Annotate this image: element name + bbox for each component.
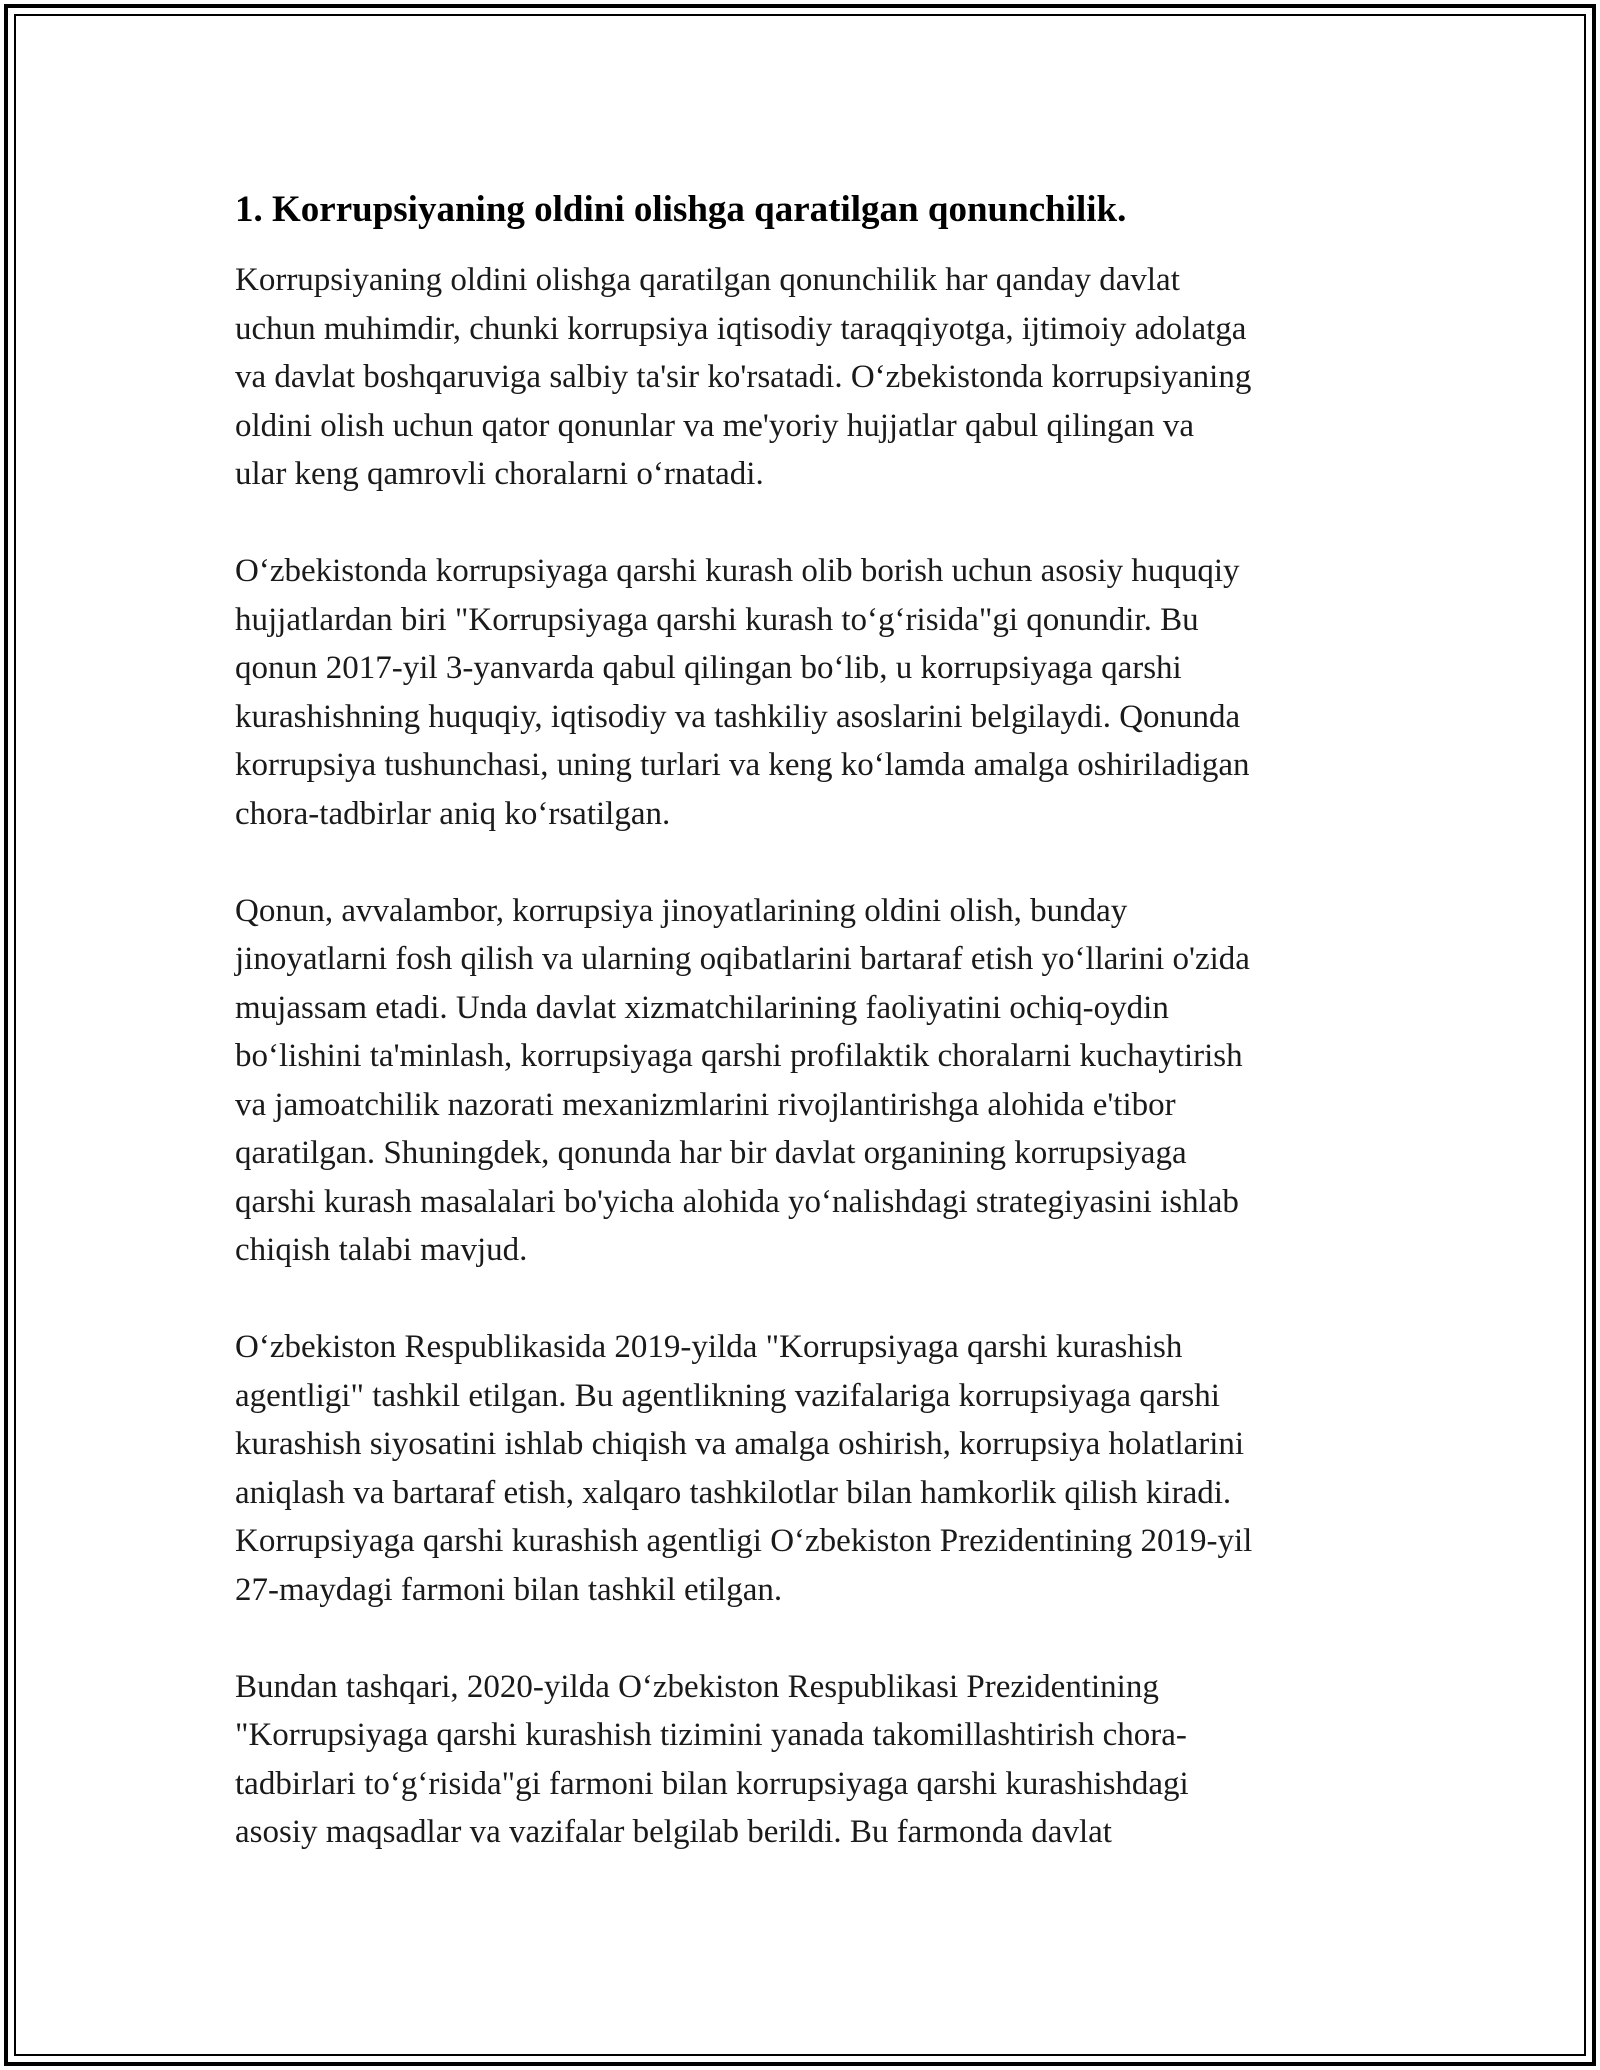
paragraph-line: chora-tadbirlar aniq ko‘rsatilgan. [235, 795, 671, 832]
paragraph-line: Korrupsiyaning oldini olishga qaratilgan qonunchilik har qanday davlat [235, 262, 1180, 298]
paragraph-line: O‘zbekistonda korrupsiyaga qarshi kurash olib borish uchun asosiy huquqiy [235, 553, 1240, 589]
paragraph-line: tadbirlari to‘g‘risida"gi farmoni bilan korrupsiyaga qarshi kurashishdagi [235, 1765, 1189, 1802]
paragraph-line: Korrupsiyaga qarshi kurashish agentligi O‘zbekiston Prezidentining 2019-yil [235, 1523, 1253, 1559]
paragraph-line: oldini olish uchun qator qonunlar va me'yoriy hujjatlar qabul qilingan va [235, 407, 1195, 444]
paragraph-line: O‘zbekiston Respublikasida 2019-yilda "Korrupsiyaga qarshi kurashish [235, 1329, 1183, 1365]
paragraph-5 [235, 1663, 1375, 1857]
paragraph-4 [235, 1323, 1375, 1614]
paragraph-line: qarshi kurash masalalari bo'yicha alohida yo‘nalishdagi strategiyasini ishlab [235, 1183, 1239, 1220]
paragraph-line: va davlat boshqaruviga salbiy ta'sir ko'rsatadi. O‘zbekistonda korrupsiyaning [235, 359, 1252, 395]
paragraph-line: kurashish siyosatini ishlab chiqish va amalga oshirish, korrupsiya holatlarini [235, 1426, 1245, 1462]
paragraph-line: hujjatlardan biri "Korrupsiyaga qarshi kurash to‘g‘risida"gi qonundir. Bu [235, 601, 1199, 638]
paragraph-line: uchun muhimdir, chunki korrupsiya iqtisodiy taraqqiyotga, ijtimoiy adolatga [235, 310, 1247, 347]
document-body [235, 186, 1375, 1905]
paragraph-line: Qonun, avvalambor, korrupsiya jinoyatlarining oldini olish, bunday [235, 892, 1128, 929]
paragraph-line: asosiy maqsadlar va vazifalar belgilab berildi. Bu farmonda davlat [235, 1814, 1112, 1850]
paragraph-line: Bundan tashqari, 2020-yilda O‘zbekiston Respublikasi Prezidentining [235, 1668, 1159, 1705]
paragraph-line: qaratilgan. Shuningdek, qonunda har bir davlat organining korrupsiyaga [235, 1135, 1187, 1171]
paragraph-2 [235, 547, 1375, 838]
paragraph-line: aniqlash va bartaraf etish, xalqaro tashkilotlar bilan hamkorlik qilish kiradi. [235, 1474, 1232, 1511]
paragraph-line: chiqish talabi mavjud. [235, 1232, 528, 1268]
paragraph-line: ular keng qamrovli choralarni o‘rnatadi. [235, 456, 764, 492]
paragraph-line: 27-maydagi farmoni bilan tashkil etilgan. [235, 1571, 783, 1608]
paragraph-line: qonun 2017-yil 3-yanvarda qabul qilingan bo‘lib, u korrupsiyaga qarshi [235, 650, 1182, 686]
paragraph-line: bo‘lishini ta'minlash, korrupsiyaga qarshi profilaktik choralarni kuchaytirish [235, 1038, 1243, 1074]
paragraph-line: "Korrupsiyaga qarshi kurashish tizimini yanada takomillashtirish chora- [235, 1717, 1187, 1753]
paragraph-line: mujassam etadi. Unda davlat xizmatchilarining faoliyatini ochiq-oydin [235, 989, 1169, 1026]
paragraph-line: agentligi" tashkil etilgan. Bu agentlikning vazifalariga korrupsiyaga qarshi [235, 1377, 1220, 1414]
paragraph-line: va jamoatchilik nazorati mexanizmlarini rivojlantirishga alohida e'tibor [235, 1086, 1176, 1123]
paragraph-line: jinoyatlarni fosh qilish va ularning oqibatlarini bartaraf etish yo‘llarini o'zida [235, 941, 1250, 977]
paragraph-line: korrupsiya tushunchasi, uning turlari va keng ko‘lamda amalga oshiriladigan [235, 747, 1250, 783]
paragraph-3 [235, 887, 1375, 1275]
paragraph-line: kurashishning huquqiy, iqtisodiy va tashkiliy asoslarini belgilaydi. Qonunda [235, 698, 1241, 735]
paragraph-1 [235, 256, 1375, 499]
section-heading: 1. Korrupsiyaning oldini olishga qaratilgan qonunchilik. [235, 189, 1127, 230]
